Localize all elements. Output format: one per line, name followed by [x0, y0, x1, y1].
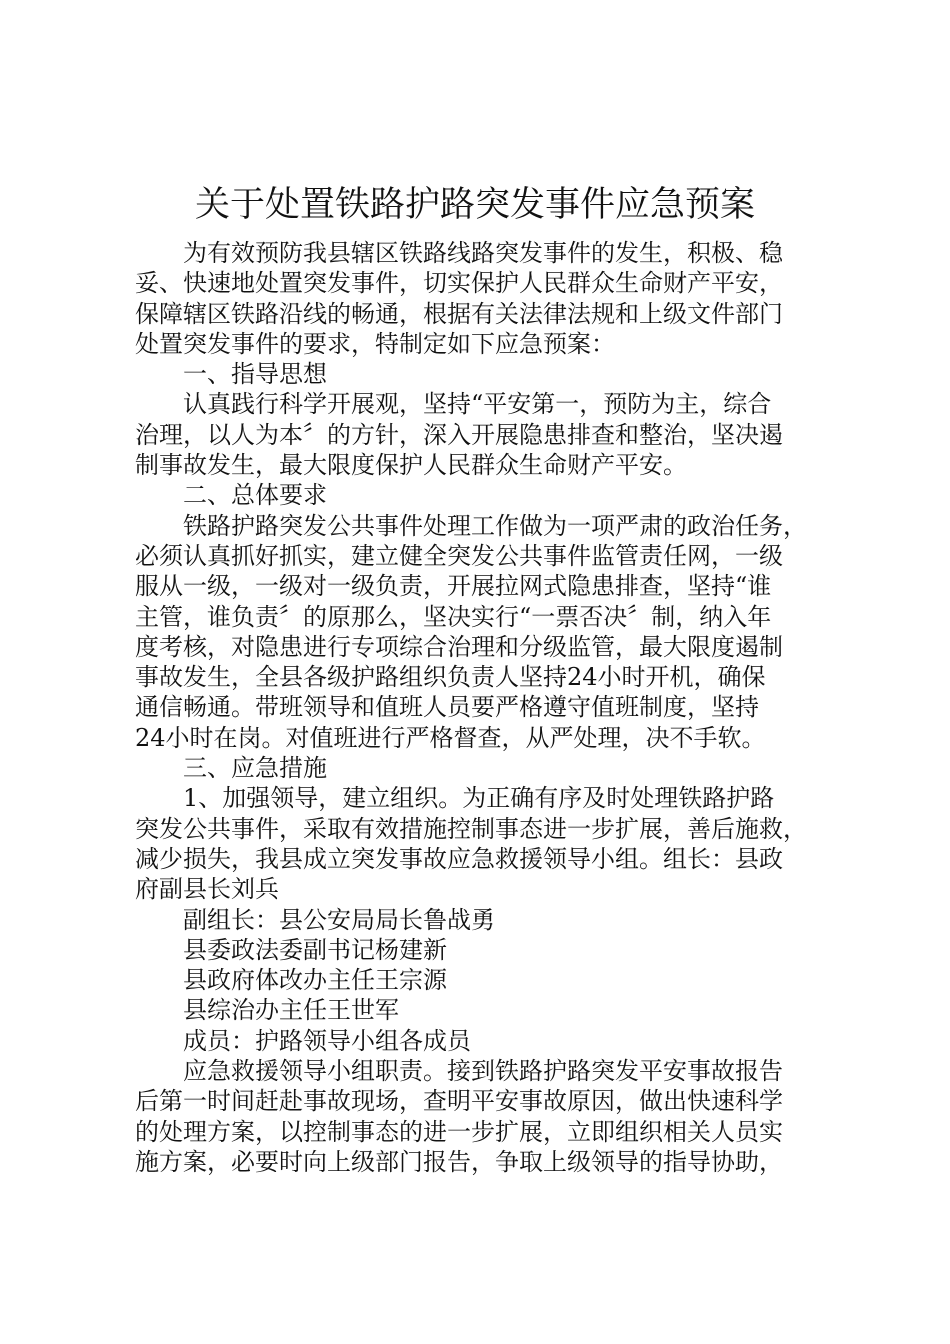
text-line: 铁路护路突发公共事件处理工作做为一项严肃的政治任务， [183, 511, 807, 540]
text-line: 处置突发事件的要求，特制定如下应急预案： [135, 329, 615, 358]
text-line: 24小时在岗。对值班进行严格督查，从严处理，决不手软。 [135, 723, 766, 752]
text-line: 副组长：县公安局局长鲁战勇 [183, 905, 495, 934]
text-line: 保障辖区铁路沿线的畅通，根据有关法律法规和上级文件部门 [135, 299, 783, 328]
text-line: 必须认真抓好抓实，建立健全突发公共事件监管责任网，一级 [135, 541, 783, 570]
text-line: 二、总体要求 [183, 481, 327, 510]
text-line: 认真践行科学开展观，坚持“平安第一，预防为主，综合 [183, 390, 772, 419]
text-line: 一、指导思想 [183, 360, 327, 389]
text-line: 府副县长刘兵 [135, 875, 279, 904]
text-line: 主管，谁负责〞的原那么，坚决实行“一票否决〞制，纳入年 [135, 602, 772, 631]
text-line: 的处理方案，以控制事态的进一步扩展，立即组织相关人员实 [135, 1117, 783, 1146]
text-line: 度考核，对隐患进行专项综合治理和分级监管，最大限度遏制 [135, 632, 783, 661]
text-line: 治理，以人为本〞的方针，深入开展隐患排查和整治，坚决遏 [135, 420, 783, 449]
text-line: 县综治办主任王世军 [183, 996, 399, 1025]
document-body [135, 238, 835, 1177]
text-line: 事故发生，全县各级护路组织负责人坚持24小时开机，确保 [135, 663, 766, 692]
text-line: 为有效预防我县辖区铁路线路突发事件的发生，积极、稳 [183, 239, 783, 267]
text-line: 服从一级，一级对一级负责，开展拉网式隐患排查，坚持“谁 [135, 572, 772, 601]
text-line: 三、应急措施 [183, 754, 327, 783]
text-line: 应急救援领导小组职责。接到铁路护路突发平安事故报告 [183, 1057, 783, 1086]
text-line: 突发公共事件，采取有效措施控制事态进一步扩展，善后施救， [135, 814, 807, 843]
document-title: 关于处置铁路护路突发事件应急预案 [194, 185, 755, 225]
text-line: 制事故发生，最大限度保护人民群众生命财产平安。 [135, 451, 687, 480]
text-line: 妥、快速地处置突发事件，切实保护人民群众生命财产平安， [135, 269, 783, 298]
text-line: 通信畅通。带班领导和值班人员要严格遵守值班制度，坚持 [135, 693, 759, 722]
text-line: 后第一时间赶赴事故现场，查明平安事故原因，做出快速科学 [135, 1087, 783, 1116]
text-line: 县政府体改办主任王宗源 [183, 966, 447, 995]
text-line: 成员：护路领导小组各成员 [183, 1026, 471, 1055]
text-line: 县委政法委副书记杨建新 [183, 935, 447, 964]
text-line: 1、加强领导，建立组织。为正确有序及时处理铁路护路 [183, 784, 775, 813]
text-line: 施方案，必要时向上级部门报告，争取上级领导的指导协助， [135, 1147, 783, 1176]
text-line: 减少损失，我县成立突发事故应急救援领导小组。组长：县政 [135, 844, 783, 873]
